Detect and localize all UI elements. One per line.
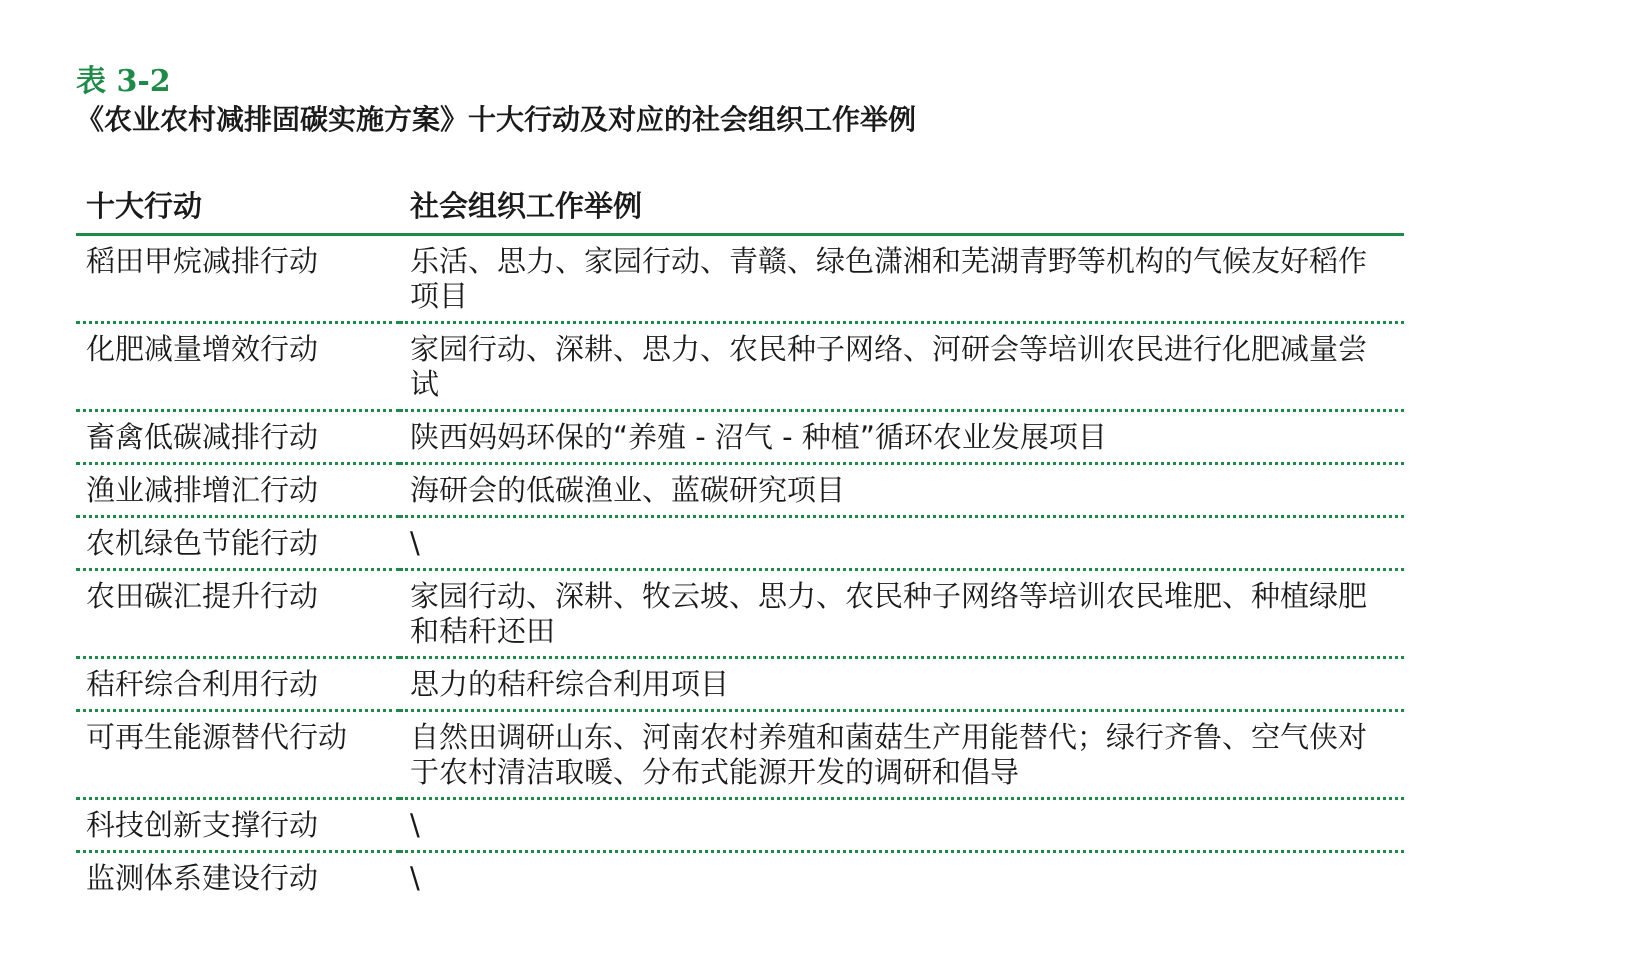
action-cell: 监测体系建设行动 [86,861,319,895]
table-row [76,799,1404,852]
table-header-row [76,180,1404,235]
example-cell: 思力的秸秆综合利用项目 [400,658,1404,711]
table-row [76,464,1404,517]
table-row [76,517,1404,570]
table-row [76,711,1404,799]
example-cell: 海研会的低碳渔业、蓝碳研究项目 [400,464,1404,517]
table-row [76,323,1404,411]
example-cell: \ [400,799,1404,852]
table-row [76,658,1404,711]
table-title: 《农业农村减排固碳实施方案》十大行动及对应的社会组织工作举例 [76,103,917,136]
action-cell: 科技创新支撑行动 [76,799,400,852]
table-number: 表 3-2 [76,64,171,99]
actions-table [76,180,1404,903]
action-cell: 稻田甲烷减排行动 [76,235,400,323]
table-row [76,852,1404,904]
example-cell: 家园行动、深耕、思力、农民种子网络、河研会等培训农民进行化肥减量尝试 [400,323,1404,411]
action-cell: 农田碳汇提升行动 [76,570,400,658]
actions-table-container [76,180,1404,903]
example-cell: \ [410,861,420,895]
example-cell: 自然田调研山东、河南农村养殖和菌菇生产用能替代；绿行齐鲁、空气侠对于农村清洁取暖、分布式能源开发的调研和倡导 [400,711,1404,799]
header-examples: 社会组织工作举例 [400,180,1404,235]
example-cell: \ [400,517,1404,570]
action-cell: 化肥减量增效行动 [76,323,400,411]
example-cell: 乐活、思力、家园行动、青赣、绿色潇湘和芜湖青野等机构的气候友好稻作项目 [400,235,1404,323]
action-cell: 渔业减排增汇行动 [76,464,400,517]
table-row [76,235,1404,323]
table-row [76,411,1404,464]
action-cell: 秸秆综合利用行动 [76,658,400,711]
header-actions: 十大行动 [76,180,400,235]
action-cell: 可再生能源替代行动 [76,711,400,799]
table-row [76,570,1404,658]
example-cell: 陕西妈妈环保的“养殖 - 沼气 - 种植”循环农业发展项目 [400,411,1404,464]
action-cell: 畜禽低碳减排行动 [76,411,400,464]
action-cell: 农机绿色节能行动 [76,517,400,570]
example-cell: 家园行动、深耕、牧云坡、思力、农民种子网络等培训农民堆肥、种植绿肥和秸秆还田 [400,570,1404,658]
